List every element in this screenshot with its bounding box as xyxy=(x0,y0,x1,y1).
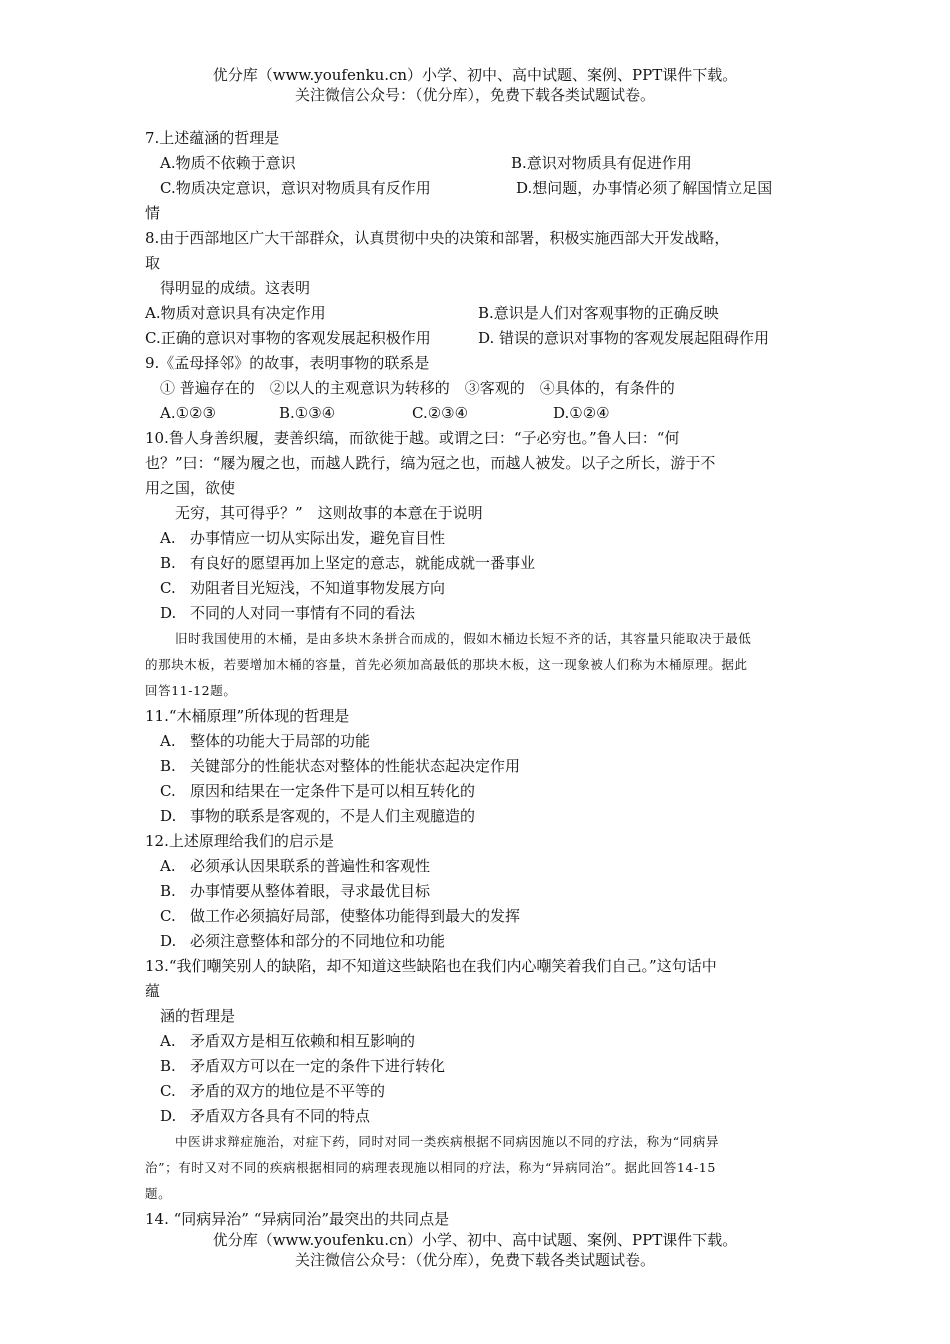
q11-stem: 11.“木桶原理”所体现的哲理是 xyxy=(145,707,350,725)
q8-options-row-1 xyxy=(145,301,809,326)
option-label: A. xyxy=(160,529,176,547)
q12-stem: 12.上述原理给我们的启示是 xyxy=(145,832,334,850)
option-label: C. xyxy=(160,782,176,800)
page-footer xyxy=(0,1230,950,1270)
option-text: 矛盾双方是相互依赖和相互影响的 xyxy=(190,1032,416,1050)
q8-options-row-2 xyxy=(145,326,809,351)
option-label: D. xyxy=(160,1107,177,1125)
q13-stem-line-1: 13.“我们嘲笑别人的缺陷，却不知道这些缺陷也在我们内心嘲笑着我们自己。”这句话中 xyxy=(145,957,717,975)
option-text: 事物的联系是客观的，不是人们主观臆造的 xyxy=(190,807,476,825)
option-label: C. xyxy=(160,907,176,925)
option-label: D. xyxy=(160,604,177,622)
q13-option xyxy=(145,1104,809,1129)
q10-stem-line-1: 10.鲁人身善织履，妻善织缟，而欲徙于越。或谓之曰：“子必穷也。”鲁人曰：“何 xyxy=(145,429,680,447)
q7-option-d-continued: 情 xyxy=(145,204,161,222)
q13-stem-line-3: 涵的哲理是 xyxy=(160,1007,236,1025)
option-text: 矛盾的双方的地位是不平等的 xyxy=(190,1082,386,1100)
q11-option xyxy=(145,779,809,804)
option-label: C. xyxy=(160,579,176,597)
option-text: 原因和结果在一定条件下是可以相互转化的 xyxy=(190,782,476,800)
q7-option-c: C.物质决定意识，意识对物质具有反作用 xyxy=(160,179,431,197)
header-line-1: 优分库（www.youfenku.cn）小学、初中、高中试题、案例、PPT课件下载。 xyxy=(212,66,738,84)
option-text: 整体的功能大于局部的功能 xyxy=(190,732,371,750)
option-text: 办事情应一切从实际出发，避免盲目性 xyxy=(190,529,446,547)
option-text: 做工作必须搞好局部，使整体功能得到最大的发挥 xyxy=(190,907,521,925)
q8-stem-line-3: 得明显的成绩。这表明 xyxy=(160,279,311,297)
passage-1-line-1: 旧时我国使用的木桶，是由多块木条拼合而成的，假如木桶边长短不齐的话，其容量只能取决于最低 xyxy=(175,631,752,646)
q13-option xyxy=(145,1079,809,1104)
footer-line-2: 关注微信公众号：（优分库），免费下载各类试题试卷。 xyxy=(294,1251,655,1269)
q10-option xyxy=(145,526,809,551)
q8-option-a: A.物质对意识具有决定作用 xyxy=(145,304,326,322)
option-label: D. xyxy=(160,807,177,825)
header-line-2: 关注微信公众号：（优分库），免费下载各类试题试卷。 xyxy=(294,86,655,104)
q9-options-row xyxy=(145,401,809,426)
q12-option xyxy=(145,929,809,954)
passage-1-line-2: 的那块木板，若要增加木桶的容量，首先必须加高最低的那块木板，这一现象被人们称为木桶原理。据此 xyxy=(145,657,748,672)
q11-option xyxy=(145,804,809,829)
q8-option-c: C.正确的意识对事物的客观发展起积极作用 xyxy=(145,329,431,347)
q12-option xyxy=(145,879,809,904)
passage-1-line-3: 回答11-12题。 xyxy=(145,683,237,698)
q10-stem-line-3: 用之国，欲使 xyxy=(145,479,236,497)
passage-2-line-2: 治”；有时又对不同的疾病根据相同的病理表现施以相同的疗法，称为“异病同治”。据此回答14-15 xyxy=(145,1160,716,1175)
q9-option-c: C.②③④ xyxy=(412,404,469,422)
q7-option-b: B.意识对物质具有促进作用 xyxy=(511,154,692,172)
option-text: 矛盾双方各具有不同的特点 xyxy=(190,1107,371,1125)
q10-option xyxy=(145,551,809,576)
option-label: B. xyxy=(160,882,176,900)
footer-line-1: 优分库（www.youfenku.cn）小学、初中、高中试题、案例、PPT课件下载。 xyxy=(212,1231,738,1249)
passage-2-line-1: 中医讲求辩症施治，对症下药，同时对同一类疾病根据不同病因施以不同的疗法，称为“同病异 xyxy=(175,1134,720,1149)
option-label: D. xyxy=(160,932,177,950)
q13-stem-line-2: 蕴 xyxy=(145,982,161,1000)
q8-option-d: D. 错误的意识对事物的客观发展起阻碍作用 xyxy=(478,329,770,347)
q14-stem: 14. “同病异治” “异病同治”最突出的共同点是 xyxy=(145,1210,450,1228)
q10-stem-line-4: 无穷，其可得乎？” 这则故事的本意在于说明 xyxy=(175,504,483,522)
q11-option xyxy=(145,754,809,779)
q7-options-row-2 xyxy=(145,176,809,201)
option-label: B. xyxy=(160,554,176,572)
option-text: 劝阻者目光短浅，不知道事物发展方向 xyxy=(190,579,446,597)
q7-option-d: D.想问题，办事情必须了解国情立足国 xyxy=(516,179,773,197)
option-text: 矛盾双方可以在一定的条件下进行转化 xyxy=(190,1057,446,1075)
option-text: 关键部分的性能状态对整体的性能状态起决定作用 xyxy=(190,757,521,775)
option-text: 不同的人对同一事情有不同的看法 xyxy=(190,604,416,622)
passage-2-line-3: 题。 xyxy=(145,1186,172,1201)
q9-option-a: A.①②③ xyxy=(160,404,216,422)
q11-option xyxy=(145,729,809,754)
q13-option xyxy=(145,1029,809,1054)
option-label: A. xyxy=(160,732,176,750)
document-body xyxy=(145,126,809,1232)
q7-stem: 7.上述蕴涵的哲理是 xyxy=(145,129,280,147)
q13-option xyxy=(145,1054,809,1079)
q7-option-a: A.物质不依赖于意识 xyxy=(160,154,296,172)
q9-option-d: D.①②④ xyxy=(553,404,610,422)
q8-option-b: B.意识是人们对客观事物的正确反映 xyxy=(478,304,719,322)
option-label: A. xyxy=(160,857,176,875)
option-label: B. xyxy=(160,1057,176,1075)
q10-stem-line-2: 也？”曰：“屦为履之也，而越人跣行，缟为冠之也，而越人被发。以子之所长，游于不 xyxy=(145,454,716,472)
option-label: B. xyxy=(160,757,176,775)
q12-option xyxy=(145,854,809,879)
option-text: 必须承认因果联系的普遍性和客观性 xyxy=(190,857,431,875)
q12-option xyxy=(145,904,809,929)
q9-option-b: B.①③④ xyxy=(279,404,336,422)
option-text: 有良好的愿望再加上坚定的意志，就能成就一番事业 xyxy=(190,554,536,572)
q8-stem-line-2: 取 xyxy=(145,254,161,272)
page-header xyxy=(0,65,950,105)
q7-options-row-1 xyxy=(145,151,809,176)
q9-stem: 9.《孟母择邻》的故事，表明事物的联系是 xyxy=(145,354,430,372)
option-label: A. xyxy=(160,1032,176,1050)
q8-stem-line-1: 8.由于西部地区广大干部群众，认真贯彻中央的决策和部署，积极实施西部大开发战略， xyxy=(145,229,730,247)
option-text: 必须注意整体和部分的不同地位和功能 xyxy=(190,932,446,950)
option-label: C. xyxy=(160,1082,176,1100)
q10-option xyxy=(145,601,809,626)
q9-items: ① 普遍存在的 ②以人的主观意识为转移的 ③客观的 ④具体的，有条件的 xyxy=(160,379,675,397)
option-text: 办事情要从整体着眼，寻求最优目标 xyxy=(190,882,431,900)
q10-option xyxy=(145,576,809,601)
